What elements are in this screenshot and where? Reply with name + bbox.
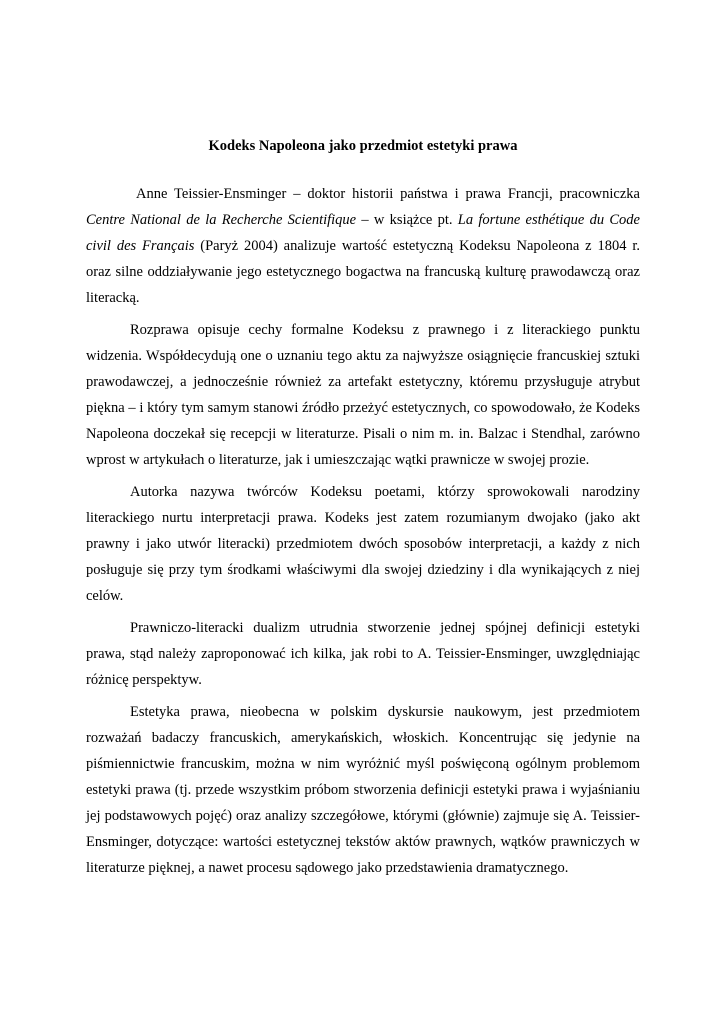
paragraph-1 — [86, 181, 640, 311]
paragraph-5: Estetyka prawa, nieobecna w polskim dyskursie naukowym, jest przedmiotem rozważań badaczy francuskich, amerykańskich, włoskich. Koncentrując się jedynie na piśmiennictwie francuskim, można w nim wyróżnić myśl poświęconą ogólnym problemom estetyki prawa (tj. przede wszystkim próbom stworzenia definicji estetyki prawa i wyjaśnianiu jej podstawowych pojęć) oraz analizy szczegółowe, którymi (głównie) zajmuje się A. Teissier-Ensminger, dotyczące: wartości estetycznej tekstów aktów prawnych, wątków prawniczych w literaturze pięknej, a nawet procesu sądowego jako przedstawienia dramatycznego. — [86, 704, 640, 876]
paragraph-3: Autorka nazywa twórców Kodeksu poetami, którzy sprowokowali narodziny literackiego nurtu interpretacji prawa. Kodeks jest zatem rozumianym dwojako (jako akt prawny i jako utwór literacki) przedmiotem dwóch sposobów interpretacji, a każdy z nich posługuje się przy tym środkami właściwymi dla swojej dziedziny i dla wynikających z niej celów. — [86, 484, 640, 604]
paragraph-1-text-c: – w książce pt. — [356, 212, 458, 228]
document-body — [86, 133, 640, 887]
paragraph-1-text-e: (Paryż 2004) analizuje wartość estetyczną Kodeksu Napoleona z 1804 r. oraz silne oddziaływanie jego estetycznego bogactwa na francuską kulturę prawodawczą oraz literacką. — [86, 238, 640, 306]
document-title: Kodeks Napoleona jako przedmiot estetyki prawa — [208, 138, 518, 154]
book-title: La fortune esthétique du Code civil des Français — [86, 212, 640, 254]
institution-name: Centre National de la Recherche Scientifique — [86, 212, 357, 228]
paragraph-4: Prawniczo-literacki dualizm utrudnia stworzenie jednej spójnej definicji estetyki prawa, stąd należy zaproponować ich kilka, jak robi to A. Teissier-Ensminger, uwzględniając różnicę perspektyw. — [86, 620, 640, 688]
paragraph-1-text-a: Anne Teissier-Ensminger – doktor historii państwa i prawa Francji, pracowniczka — [136, 186, 640, 202]
paragraph-2: Rozprawa opisuje cechy formalne Kodeksu z prawnego i z literackiego punktu widzenia. Współdecydują one o uznaniu tego aktu za najwyższe osiągnięcie francuskiej sztuki prawodawczej, a jednocześnie również za artefakt estetyczny, któremu przysługuje atrybut piękna – i który tym samym stanowi źródło przeżyć estetycznych, co spowodowało, że Kodeks Napoleona doczekał się recepcji w literaturze. Pisali o nim m. in. Balzac i Stendhal, zarówno wprost w artykułach o literaturze, jak i umieszczając wątki prawnicze w swojej prozie. — [86, 322, 640, 468]
